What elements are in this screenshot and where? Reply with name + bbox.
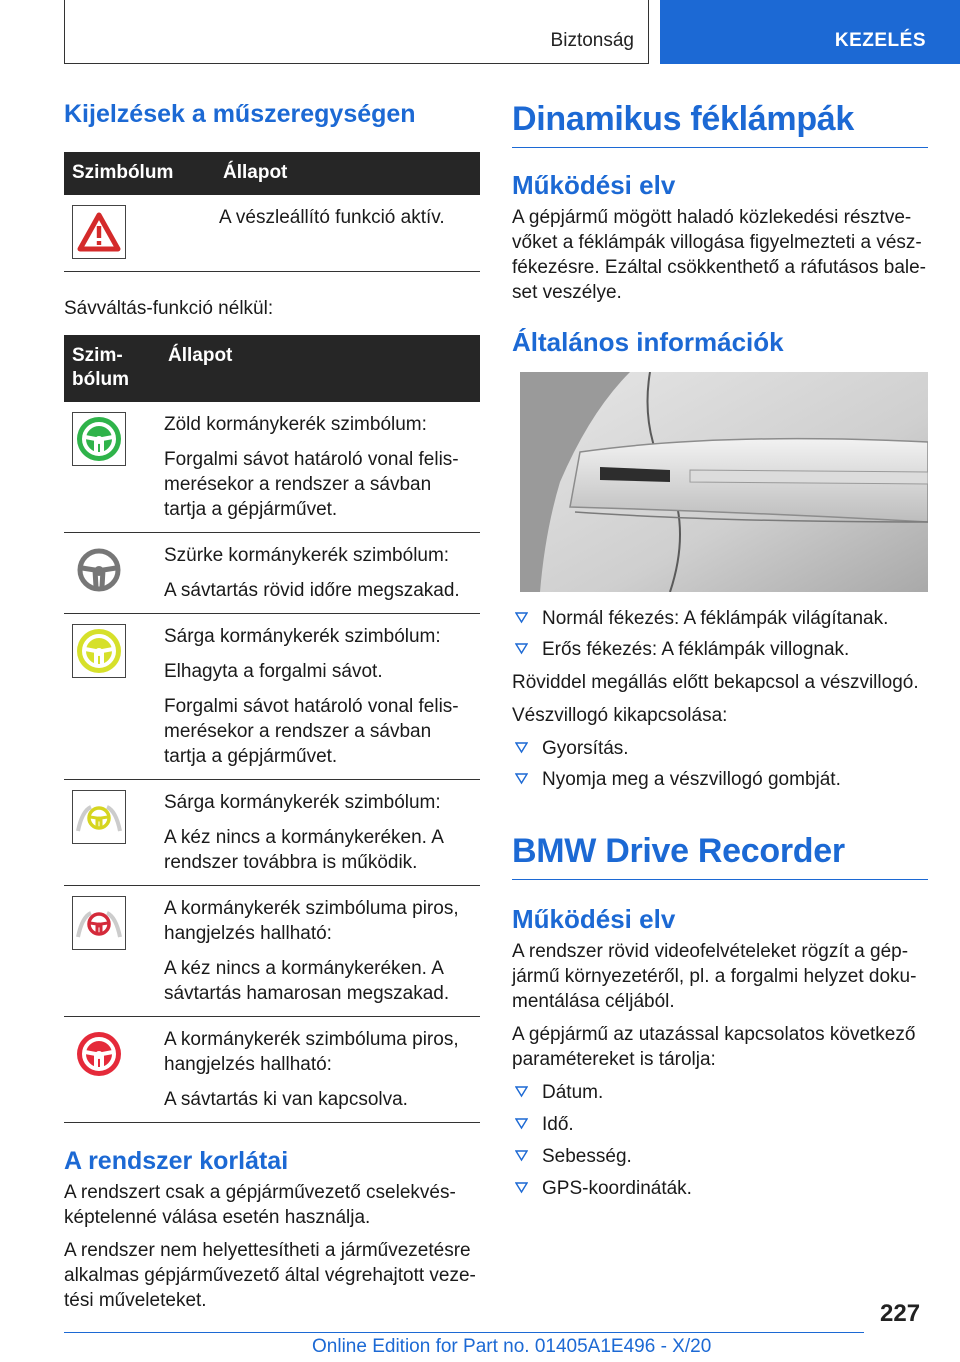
table-row [64,885,480,1016]
header-chapter-tab[interactable] [660,0,960,64]
principle-heading-1: Működési elv [512,170,676,200]
brake-light-photo [520,372,928,592]
table1-col-symbol: Szimbólum [64,152,215,195]
row-title: A kormánykerék szimbóluma piros, hangjelzés hallható: [164,1028,459,1075]
steering-wheel-yellow-hands-icon [72,790,126,844]
steering-wheel-red-hands-icon [72,896,126,950]
left-column [64,100,480,1313]
triangle-bullet-icon [515,773,528,785]
hazard-off-bullets [512,736,928,792]
brake-light-bullets [512,606,928,662]
triangle-bullet-icon [515,742,528,754]
list-item: Gyorsítás. [512,736,928,761]
table-row [64,1016,480,1122]
row-title: Szürke kormánykerék szimbólum: [164,544,450,566]
table2-col-symbol: Szim- bólum [64,335,160,402]
row-title: Sárga kormánykerék szimbólum: [164,625,441,647]
list-item: Normál fékezés: A féklámpák világítanak. [512,606,928,631]
row-description: A sávtartás ki van kapcsolva. [164,1088,408,1110]
row-description: A sávtartás rövid időre megszakad. [164,579,460,601]
row-title: A kormánykerék szimbóluma piros, hangjelzés hallható: [164,897,459,944]
list-item: Idő. [512,1112,928,1137]
steering-wheel-green-icon [72,412,126,466]
row-description: A kéz nincs a kormánykeréken. A rendszer továbbra is működik. [164,826,443,873]
hazard-off-paragraph: Vészvillogó kikapcsolása: [512,705,728,726]
principle-heading-2: Működési elv [512,904,676,934]
list-item: GPS-koordináták. [512,1176,928,1201]
table2-col-state: Állapot [160,335,480,402]
recorder-paragraph-1: A rendszer rövid videofelvételeket rögzít a gép-jármű környezetéről, pl. a forgalmi helyzet doku-mentálása céljából. [512,941,917,1012]
page-number: 227 [880,1300,921,1327]
list-item: Sebesség. [512,1144,928,1169]
table-row [64,779,480,885]
general-info-heading: Általános információk [512,327,784,357]
list-item: Dátum. [512,1080,928,1105]
triangle-bullet-icon [515,1086,528,1098]
table-row [64,195,480,271]
steering-wheel-yellow-icon [72,624,126,678]
dynamic-brake-lights-heading: Dinamikus féklámpák [512,100,928,148]
list-item: Nyomja meg a vészvillogó gombját. [512,767,928,792]
symbol-table-1 [64,152,480,272]
steering-wheel-red-icon [72,1027,126,1081]
recorder-bullets [512,1080,928,1201]
warning-triangle-icon [72,205,126,259]
table-row [64,402,480,533]
row-description: Forgalmi sávot határoló vonal felis-merésekor a rendszer a sávban tartja a gépjárművet. [164,695,459,767]
hazard-auto-paragraph: Röviddel megállás előtt bekapcsol a vészvillogó. [512,672,919,693]
footer-divider [64,1332,864,1333]
triangle-bullet-icon [515,1182,528,1194]
header-chapter-label: KEZELÉS [834,30,926,51]
steering-wheel-gray-icon [72,543,126,597]
right-column [512,100,928,1201]
left-heading: Kijelzések a műszeregységen [64,100,416,128]
limits-paragraph-2: A rendszer nem helyettesítheti a járművezetésre alkalmas gépjárművezető által végrehajtott veze-tési műveleteket. [64,1239,476,1311]
recorder-paragraph-2: A gépjármű az utazással kapcsolatos következő paramétereket is tárolja: [512,1024,916,1070]
table1-row-text: A vészleállító funkció aktív. [219,207,445,228]
triangle-bullet-icon [515,1118,528,1130]
triangle-bullet-icon [515,612,528,624]
brake-lights-paragraph: A gépjármű mögött haladó közlekedési résztve-vőket a féklámpák villogása figyelmezteti a vész-fékezésre. Ezáltal csökkenthető a ráfutásos bale-set veszélye. [512,207,927,303]
header-section-title: Biztonság [550,30,634,51]
triangle-bullet-icon [515,1150,528,1162]
footer-edition: Online Edition for Part no. 01405A1E496 - X/20 [312,1336,712,1357]
table-row [64,532,480,613]
header-section-box [64,0,649,64]
list-item: Erős fékezés: A féklámpák villognak. [512,637,928,662]
drive-recorder-heading: BMW Drive Recorder [512,832,928,880]
row-description: A kéz nincs a kormánykeréken. A sávtartás hamarosan megszakad. [164,957,450,1004]
limits-paragraph-1: A rendszert csak a gépjárművezető cselekvés-képtelenné válása esetén használja. [64,1181,456,1228]
system-limits-heading: A rendszer korlátai [64,1146,289,1175]
table1-col-state: Állapot [215,152,480,195]
row-title: Sárga kormánykerék szimbólum: [164,791,441,813]
no-lane-change-note: Sávváltás-funkció nélkül: [64,297,274,319]
row-description: Elhagyta a forgalmi sávot. [164,660,383,682]
row-title: Zöld kormánykerék szimbólum: [164,413,427,435]
triangle-bullet-icon [515,643,528,655]
symbol-table-2 [64,335,480,1123]
row-description: Forgalmi sávot határoló vonal felis-merésekor a rendszer a sávban tartja a gépjárművet. [164,448,459,520]
table-row [64,613,480,779]
